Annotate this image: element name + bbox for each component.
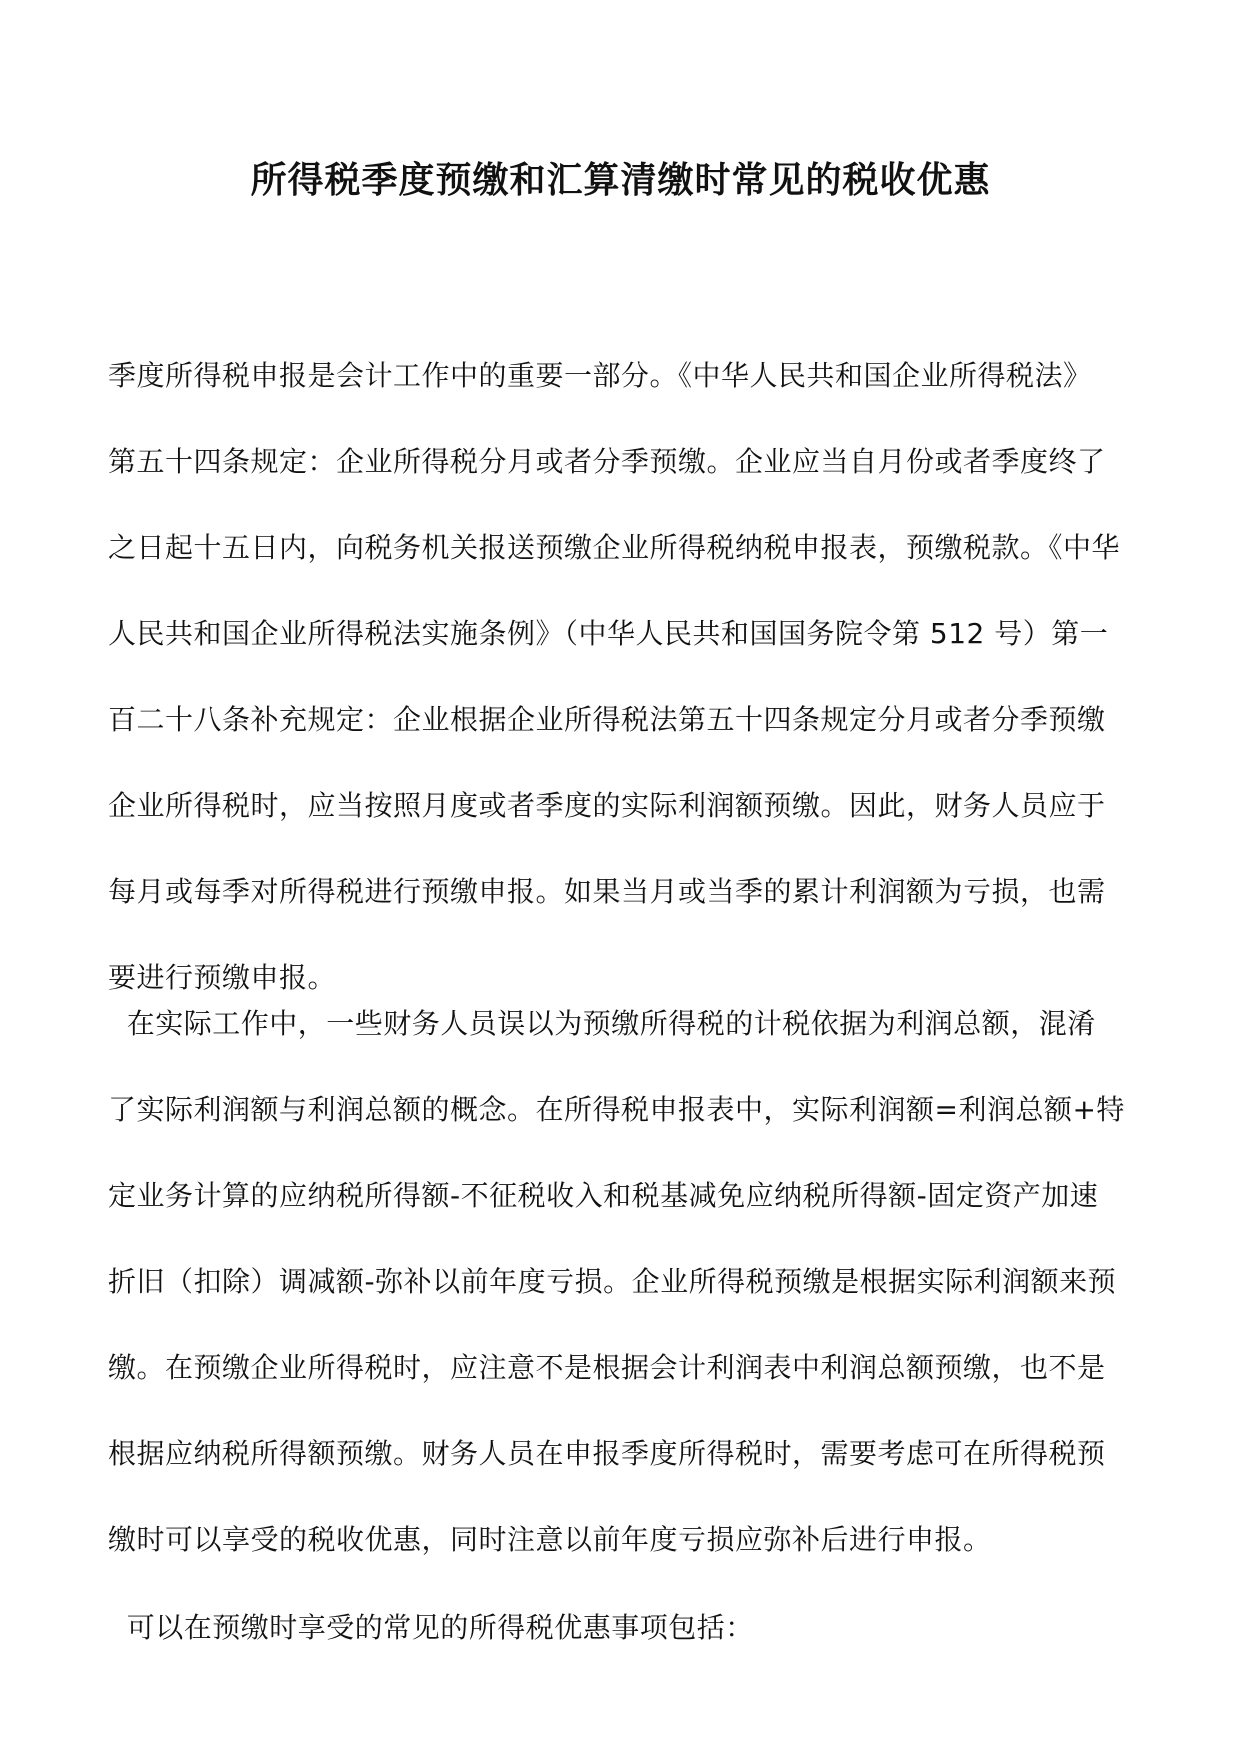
paragraph-line: 企业所得税时，应当按照月度或者季度的实际利润额预缴。因此，财务人员应于 — [108, 789, 1106, 822]
paragraph-1 — [108, 350, 1140, 1038]
paragraph-line: 根据应纳税所得额预缴。财务人员在申报季度所得税时，需要考虑可在所得税预 — [108, 1437, 1106, 1470]
paragraph-line: 百二十八条补充规定：企业根据企业所得税法第五十四条规定分月或者分季预缴 — [108, 703, 1106, 736]
paragraph-line: 在实际工作中，一些财务人员误以为预缴所得税的计税依据为利润总额，混淆 — [108, 1007, 1096, 1040]
paragraph-line: 了实际利润额与利润总额的概念。在所得税申报表中，实际利润额=利润总额+特 — [108, 1093, 1125, 1126]
paragraph-line: 要进行预缴申报。 — [108, 961, 337, 994]
paragraph-line: 季度所得税申报是会计工作中的重要一部分。《中华人民共和国企业所得税法》 — [108, 359, 1092, 392]
paragraph-2 — [108, 998, 1140, 1600]
paragraph-line: 定业务计算的应纳税所得额-不征税收入和税基减免应纳税所得额-固定资产加速 — [108, 1179, 1099, 1212]
paragraph-line: 缴。在预缴企业所得税时，应注意不是根据会计利润表中利润总额预缴，也不是 — [108, 1351, 1106, 1384]
paragraph-line: 每月或每季对所得税进行预缴申报。如果当月或当季的累计利润额为亏损，也需 — [108, 875, 1106, 908]
paragraph-line: 折旧（扣除）调减额-弥补以前年度亏损。企业所得税预缴是根据实际利润额来预 — [108, 1265, 1117, 1298]
paragraph-line: 可以在预缴时享受的常见的所得税优惠事项包括： — [108, 1611, 754, 1644]
paragraph-line: 之日起十五日内，向税务机关报送预缴企业所得税纳税申报表，预缴税款。《中华 — [108, 531, 1121, 564]
document-title: 所得税季度预缴和汇算清缴时常见的税收优惠 — [250, 159, 991, 201]
paragraph-line: 第五十四条规定：企业所得税分月或者分季预缴。企业应当自月份或者季度终了 — [108, 445, 1106, 478]
paragraph-3 — [108, 1602, 1140, 1688]
paragraph-line: 人民共和国企业所得税法实施条例》（中华人民共和国国务院令第 512 号）第一 — [108, 617, 1109, 650]
paragraph-line: 缴时可以享受的税收优惠，同时注意以前年度亏损应弥补后进行申报。 — [108, 1523, 992, 1556]
